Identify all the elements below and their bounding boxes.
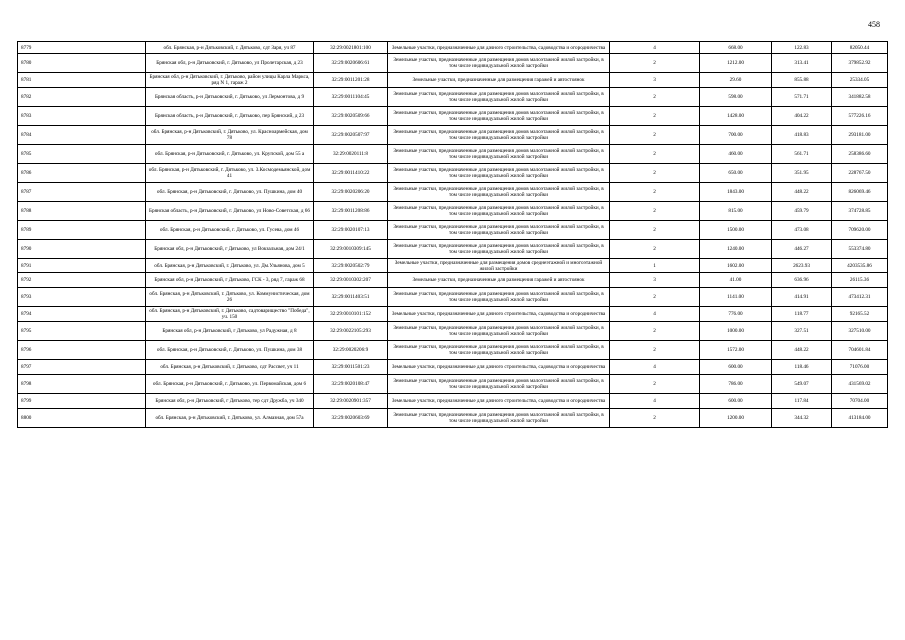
row-number: 8781	[18, 73, 146, 88]
land-use-cell: Земельные участки, предназначенные для размещения домов малоэтажной жилой застройки, в том числе индивидуальной жилой застройки	[388, 145, 610, 164]
area-cell: 700.00	[700, 126, 772, 145]
address-cell: обл. Брянская, р-н Дятьковский, г. Дятьково, ул. Красноармейская, дом 78	[146, 126, 314, 145]
address-cell: обл. Брянская, р-н Дятьковский, г. Дятьково, ул. Первомайская, дом 6	[146, 375, 314, 394]
cadastral-value-cell: 341882.58	[832, 88, 888, 107]
area-cell: 598.00	[700, 88, 772, 107]
land-use-cell: Земельные участки, предназначенные для размещения домов среднеэтажной и многоэтажной жилой застройки	[388, 259, 610, 273]
row-number: 8791	[18, 259, 146, 273]
group-cell: 2	[610, 88, 700, 107]
group-cell: 2	[610, 145, 700, 164]
row-number: 8789	[18, 221, 146, 240]
cadastral-number-cell: 32:29:0010302:207	[314, 273, 388, 288]
table-row	[18, 409, 888, 428]
table-row	[18, 375, 888, 394]
table-row	[18, 394, 888, 409]
cadastral-number-cell: 32:29:0020107:13	[314, 221, 388, 240]
cadastral-value-cell: 26115.36	[832, 273, 888, 288]
table-row	[18, 54, 888, 73]
table-row	[18, 307, 888, 322]
specific-value-cell: 414.91	[772, 288, 832, 307]
address-cell: обл. Брянская, р-н Дятьковский, г. Дятьково, сдт Рассвет, уч 11	[146, 360, 314, 375]
table-body	[18, 42, 888, 428]
cadastral-number-cell: 32:29:0020111:8	[314, 145, 388, 164]
group-cell: 4	[610, 360, 700, 375]
address-cell: Брянская обл, р-н Дятьковский, г Дятьково, тер сдт Дружба, уч 340	[146, 394, 314, 409]
address-cell: Брянская обл, р-н Дятьковский, г Дятьково, ГСК - 3, ряд 7, гараж 68	[146, 273, 314, 288]
address-cell: обл. Брянская, р-н Дятьковский, г. Дятьково, ул. Дм.Ульянова, дом 5	[146, 259, 314, 273]
group-cell: 2	[610, 183, 700, 202]
cadastral-value-cell: 25334.05	[832, 73, 888, 88]
land-use-cell: Земельные участки, предназначенные для размещения домов малоэтажной жилой застройки, в том числе индивидуальной жилой застройки	[388, 341, 610, 360]
area-cell: 1602.00	[700, 259, 772, 273]
cadastral-number-cell: 32:29:0011501:23	[314, 360, 388, 375]
cadastral-value-cell: 413184.00	[832, 409, 888, 428]
group-cell: 2	[610, 164, 700, 183]
land-use-cell: Земельные участки, предназначенные для размещения гаражей и автостоянок	[388, 73, 610, 88]
cadastral-value-cell: 327510.00	[832, 322, 888, 341]
cadastral-value-cell: 293181.00	[832, 126, 888, 145]
row-number: 8797	[18, 360, 146, 375]
address-cell: Брянская обл, р-н Дятьковский, г. Дятьково, ул Пролетарская, д 23	[146, 54, 314, 73]
area-cell: 29.60	[700, 73, 772, 88]
specific-value-cell: 448.22	[772, 183, 832, 202]
address-cell: обл. Брянская, р-н Дятьковский, г. Дятьково, ул. Пушкина, дом 40	[146, 183, 314, 202]
cadastral-value-cell: 374728.85	[832, 202, 888, 221]
area-cell: 815.00	[700, 202, 772, 221]
cadastral-number-cell: 32:29:0020502:79	[314, 259, 388, 273]
cadastral-number-cell: 32:29:0020206:9	[314, 341, 388, 360]
table-row	[18, 259, 888, 273]
cadastral-value-cell: 258386.60	[832, 145, 888, 164]
area-cell: 668.00	[700, 42, 772, 54]
specific-value-cell: 418.83	[772, 126, 832, 145]
specific-value-cell: 561.71	[772, 145, 832, 164]
land-use-cell: Земельные участки, предназначенные для размещения домов малоэтажной жилой застройки, в том числе индивидуальной жилой застройки	[388, 375, 610, 394]
address-cell: обл. Брянская, р-н Дятьковский, г. Дятьково, сдт Заря, уч 87	[146, 42, 314, 54]
address-cell: Брянская обл, р-н Дятьковский, г Дятьково, ул Вокзальная, дом 24/1	[146, 240, 314, 259]
group-cell: 2	[610, 409, 700, 428]
area-cell: 41.00	[700, 273, 772, 288]
row-number: 8790	[18, 240, 146, 259]
area-cell: 600.00	[700, 394, 772, 409]
cadastral-value-cell: 92165.52	[832, 307, 888, 322]
specific-value-cell: 571.71	[772, 88, 832, 107]
group-cell: 2	[610, 288, 700, 307]
cadastral-value-cell: 431569.02	[832, 375, 888, 394]
cadastral-value-cell: 553374.80	[832, 240, 888, 259]
group-cell: 3	[610, 73, 700, 88]
row-number: 8780	[18, 54, 146, 73]
land-use-cell: Земельные участки, предназначенные для размещения гаражей и автостоянок	[388, 273, 610, 288]
group-cell: 1	[610, 259, 700, 273]
specific-value-cell: 855.88	[772, 73, 832, 88]
group-cell: 2	[610, 54, 700, 73]
area-cell: 1428.00	[700, 107, 772, 126]
row-number: 8786	[18, 164, 146, 183]
cadastral-value-cell: 473412.31	[832, 288, 888, 307]
group-cell: 2	[610, 322, 700, 341]
cadastral-number-cell: 32:29:0020901:357	[314, 394, 388, 409]
area-cell: 650.00	[700, 164, 772, 183]
specific-value-cell: 2623.93	[772, 259, 832, 273]
cadastral-value-cell: 577226.16	[832, 107, 888, 126]
group-cell: 2	[610, 375, 700, 394]
group-cell: 4	[610, 42, 700, 54]
specific-value-cell: 446.27	[772, 240, 832, 259]
specific-value-cell: 327.51	[772, 322, 832, 341]
table-row	[18, 288, 888, 307]
table-row	[18, 73, 888, 88]
table-row	[18, 341, 888, 360]
land-use-cell: Земельные участки, предназначенные для дачного строительства, садоводства и огородничества	[388, 394, 610, 409]
specific-value-cell: 448.22	[772, 341, 832, 360]
cadastral-number-cell: 32:29:0020603:69	[314, 409, 388, 428]
specific-value-cell: 404.22	[772, 107, 832, 126]
cadastral-number-cell: 32:29:0011208:86	[314, 202, 388, 221]
group-cell: 2	[610, 107, 700, 126]
area-cell: 1500.00	[700, 221, 772, 240]
group-cell: 4	[610, 307, 700, 322]
address-cell: Брянская область, р-н Дятьковский, г. Дятьково, пер Брянский, д 23	[146, 107, 314, 126]
land-use-cell: Земельные участки, предназначенные для дачного строительства, садоводства и огородничества	[388, 42, 610, 54]
row-number: 8783	[18, 107, 146, 126]
group-cell: 2	[610, 202, 700, 221]
group-cell: 2	[610, 240, 700, 259]
table-row	[18, 42, 888, 54]
land-use-cell: Земельные участки, предназначенные для дачного строительства, садоводства и огородничества	[388, 360, 610, 375]
cadastral-number-cell: 32:29:0022105:293	[314, 322, 388, 341]
row-number: 8785	[18, 145, 146, 164]
row-number: 8794	[18, 307, 146, 322]
cadastral-value-cell: 704601.84	[832, 341, 888, 360]
group-cell: 2	[610, 221, 700, 240]
address-cell: Брянская обл, р-н Дятьковский, г Дятьково, ул Радужная, д 8	[146, 322, 314, 341]
land-use-cell: Земельные участки, предназначенные для размещения домов малоэтажной жилой застройки, в том числе индивидуальной жилой застройки	[388, 183, 610, 202]
row-number: 8793	[18, 288, 146, 307]
address-cell: обл. Брянская, р-н Дятьковский, г. Дятьково, ул. Коммунистическая, дом 26	[146, 288, 314, 307]
cadastral-number-cell: 32:29:0021801:100	[314, 42, 388, 54]
address-cell: обл. Брянская, р-н Дятьковский, г. Дятьково, ул. Крупской, дом 55 а	[146, 145, 314, 164]
area-cell: 1200.00	[700, 409, 772, 428]
specific-value-cell: 117.84	[772, 394, 832, 409]
group-cell: 3	[610, 273, 700, 288]
cadastral-number-cell: 32:29:0020606:61	[314, 54, 388, 73]
specific-value-cell: 473.08	[772, 221, 832, 240]
address-cell: обл. Брянская, р-н Дятьковский, г. Дятьково, ул. Алмазная, дом 57а	[146, 409, 314, 428]
cadastral-value-cell: 70704.00	[832, 394, 888, 409]
cadastral-value-cell: 71076.00	[832, 360, 888, 375]
land-use-cell: Земельные участки, предназначенные для размещения домов малоэтажной жилой застройки, в том числе индивидуальной жилой застройки	[388, 126, 610, 145]
specific-value-cell: 351.95	[772, 164, 832, 183]
table-row	[18, 221, 888, 240]
land-use-cell: Земельные участки, предназначенные для размещения домов малоэтажной жилой застройки, в том числе индивидуальной жилой застройки	[388, 240, 610, 259]
cadastral-number-cell: 32:29:0020507:97	[314, 126, 388, 145]
land-use-cell: Земельные участки, предназначенные для дачного строительства, садоводства и огородничества	[388, 307, 610, 322]
address-cell: обл. Брянская, р-н Дятьковский, г. Дятьково, ул. Гусева, дом 46	[146, 221, 314, 240]
address-cell: обл. Брянская, р-н Дятьковский, г. Дятьково, садтоварищество "Победа", уч. 150	[146, 307, 314, 322]
table-row	[18, 360, 888, 375]
cadastral-value-cell: 82050.44	[832, 42, 888, 54]
land-use-cell: Земельные участки, предназначенные для размещения домов малоэтажной жилой застройки, в том числе индивидуальной жилой застройки	[388, 107, 610, 126]
specific-value-cell: 344.32	[772, 409, 832, 428]
group-cell: 2	[610, 126, 700, 145]
area-cell: 776.00	[700, 307, 772, 322]
area-cell: 1240.00	[700, 240, 772, 259]
row-number: 8795	[18, 322, 146, 341]
area-cell: 1843.00	[700, 183, 772, 202]
row-number: 8800	[18, 409, 146, 428]
cadastral-number-cell: 32:29:0011201:28	[314, 73, 388, 88]
table-row	[18, 164, 888, 183]
table-row	[18, 107, 888, 126]
group-cell: 4	[610, 394, 700, 409]
land-use-cell: Земельные участки, предназначенные для размещения домов малоэтажной жилой застройки, в том числе индивидуальной жилой застройки	[388, 202, 610, 221]
land-use-cell: Земельные участки, предназначенные для размещения домов малоэтажной жилой застройки, в том числе индивидуальной жилой застройки	[388, 88, 610, 107]
land-use-cell: Земельные участки, предназначенные для размещения домов малоэтажной жилой застройки, в том числе индивидуальной жилой застройки	[388, 288, 610, 307]
address-cell: Брянская область, р-н Дятьковский, г. Дятьково, ул Лермонтова, д 9	[146, 88, 314, 107]
cadastral-number-cell: 32:29:0020206:20	[314, 183, 388, 202]
table-row	[18, 126, 888, 145]
area-cell: 1000.00	[700, 322, 772, 341]
land-registry-table	[17, 41, 888, 428]
address-cell: обл. Брянская, р-н Дятьковский, г. Дятьково, ул. Пушкина, дом 38	[146, 341, 314, 360]
specific-value-cell: 122.83	[772, 42, 832, 54]
specific-value-cell: 313.41	[772, 54, 832, 73]
cadastral-number-cell: 32:29:0020509:66	[314, 107, 388, 126]
land-use-cell: Земельные участки, предназначенные для размещения домов малоэтажной жилой застройки, в том числе индивидуальной жилой застройки	[388, 221, 610, 240]
address-cell: Брянская область, р-н Дятьковский, г. Дятьково, ул Ново-Советская, д 66	[146, 202, 314, 221]
land-use-cell: Земельные участки, предназначенные для размещения домов малоэтажной жилой застройки, в том числе индивидуальной жилой застройки	[388, 322, 610, 341]
specific-value-cell: 459.79	[772, 202, 832, 221]
table-row	[18, 88, 888, 107]
row-number: 8787	[18, 183, 146, 202]
row-number: 8779	[18, 42, 146, 54]
cadastral-number-cell: 32:29:0011410:22	[314, 164, 388, 183]
land-use-cell: Земельные участки, предназначенные для размещения домов малоэтажной жилой застройки, в том числе индивидуальной жилой застройки	[388, 54, 610, 73]
area-cell: 1141.00	[700, 288, 772, 307]
cadastral-value-cell: 228767.50	[832, 164, 888, 183]
specific-value-cell: 549.07	[772, 375, 832, 394]
group-cell: 2	[610, 341, 700, 360]
row-number: 8784	[18, 126, 146, 145]
table-row	[18, 240, 888, 259]
area-cell: 786.00	[700, 375, 772, 394]
table-row	[18, 183, 888, 202]
area-cell: 600.00	[700, 360, 772, 375]
cadastral-number-cell: 32:29:0010309:145	[314, 240, 388, 259]
cadastral-value-cell: 4203535.86	[832, 259, 888, 273]
cadastral-number-cell: 32:29:0011403:51	[314, 288, 388, 307]
address-cell: обл. Брянская, р-н Дятьковский, г. Дятьково, ул. 3.Космодемьянской, дом 41	[146, 164, 314, 183]
table-row	[18, 202, 888, 221]
row-number: 8799	[18, 394, 146, 409]
cadastral-value-cell: 709620.00	[832, 221, 888, 240]
table-row	[18, 145, 888, 164]
row-number: 8796	[18, 341, 146, 360]
row-number: 8782	[18, 88, 146, 107]
area-cell: 1212.00	[700, 54, 772, 73]
table-row	[18, 273, 888, 288]
specific-value-cell: 118.46	[772, 360, 832, 375]
row-number: 8788	[18, 202, 146, 221]
page-number: 458	[868, 20, 880, 29]
area-cell: 1572.00	[700, 341, 772, 360]
area-cell: 460.00	[700, 145, 772, 164]
land-use-cell: Земельные участки, предназначенные для размещения домов малоэтажной жилой застройки, в том числе индивидуальной жилой застройки	[388, 409, 610, 428]
cadastral-number-cell: 32:29:0010101:152	[314, 307, 388, 322]
land-use-cell: Земельные участки, предназначенные для размещения домов малоэтажной жилой застройки, в том числе индивидуальной жилой застройки	[388, 164, 610, 183]
cadastral-value-cell: 379852.92	[832, 54, 888, 73]
cadastral-number-cell: 32:29:0011104:45	[314, 88, 388, 107]
cadastral-number-cell: 32:29:0020108:47	[314, 375, 388, 394]
specific-value-cell: 118.77	[772, 307, 832, 322]
cadastral-value-cell: 826069.46	[832, 183, 888, 202]
specific-value-cell: 636.96	[772, 273, 832, 288]
row-number: 8792	[18, 273, 146, 288]
row-number: 8798	[18, 375, 146, 394]
table-row	[18, 322, 888, 341]
address-cell: Брянская обл, р-н Дятьковский, г. Дятьково, район улицы Карла Маркса, ряд N 1, гараж 2	[146, 73, 314, 88]
